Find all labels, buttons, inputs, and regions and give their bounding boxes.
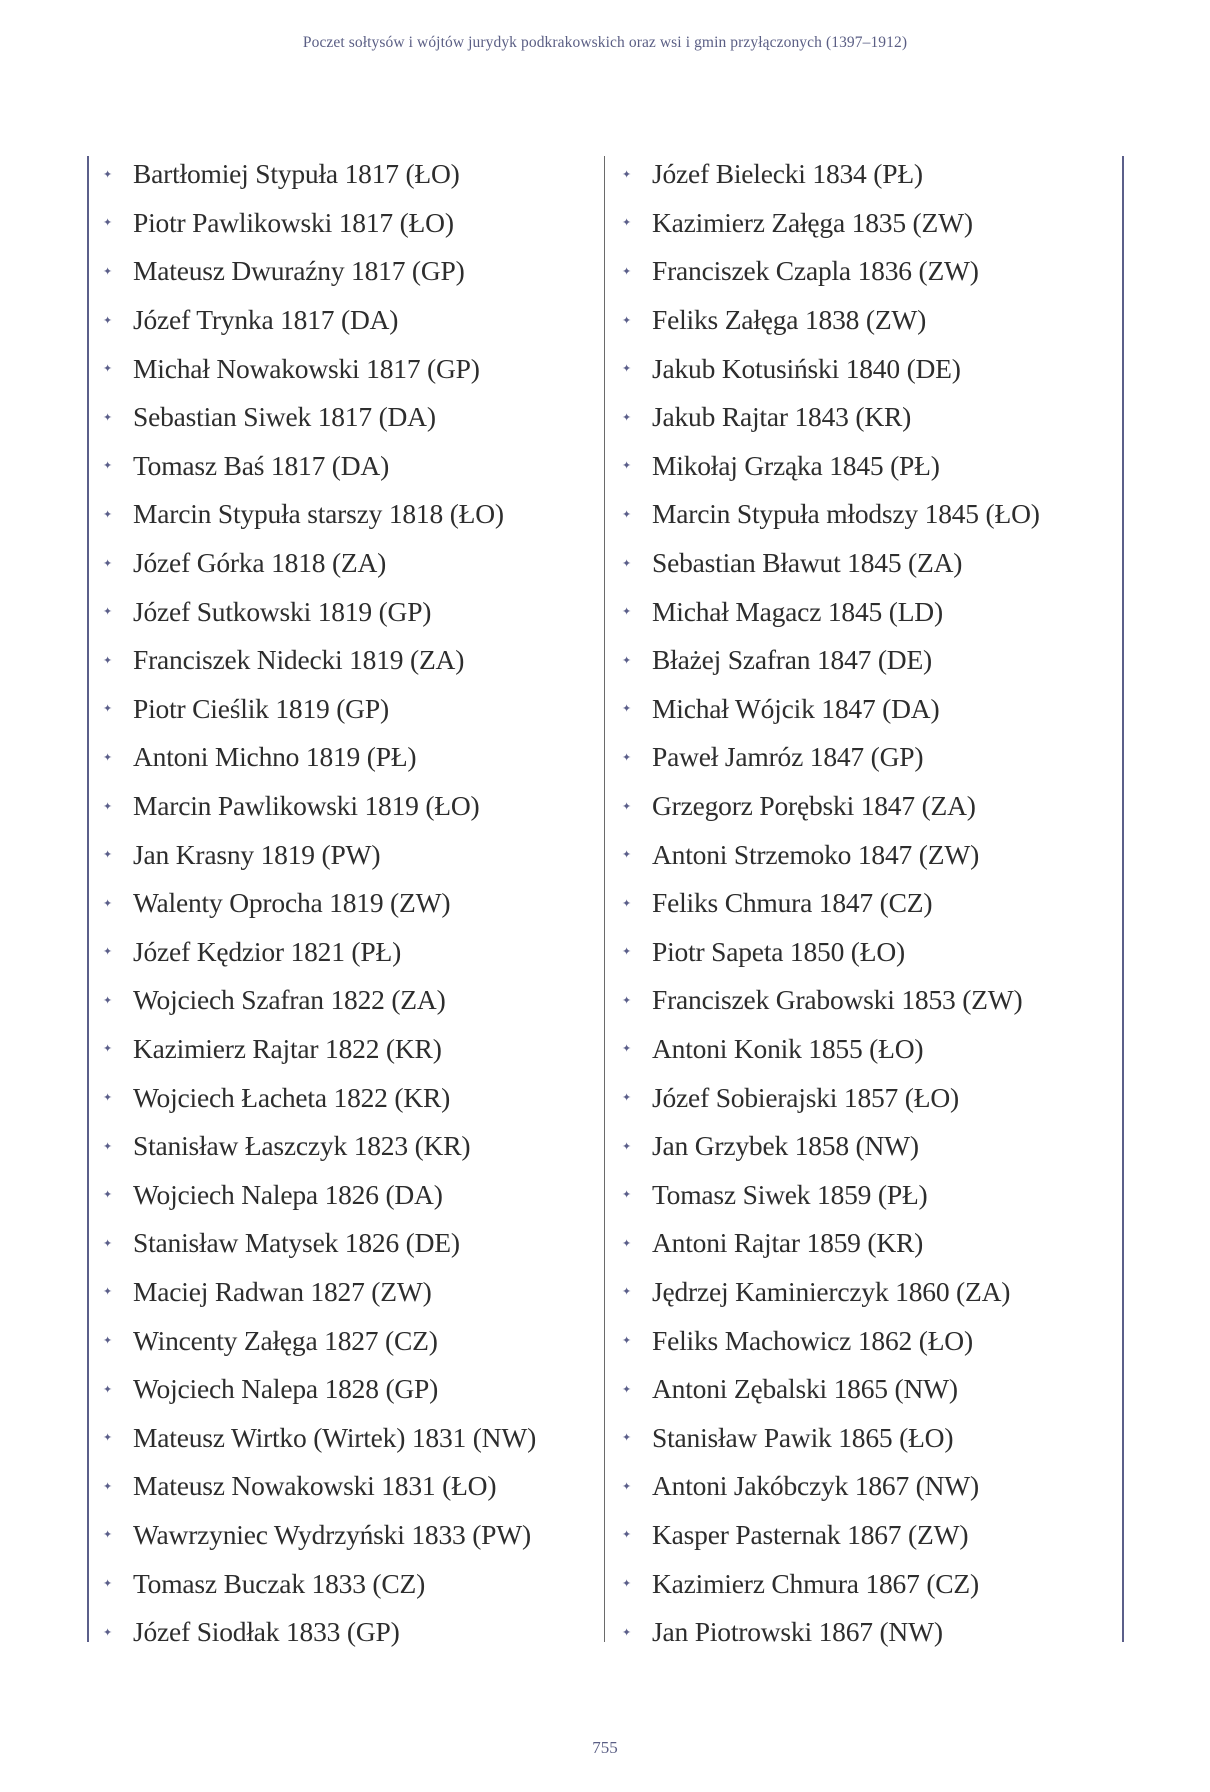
bullet-icon: ✦ [622,848,632,862]
entry-text: Wincenty Załęga 1827 (CZ) [133,1324,438,1356]
list-item [622,928,1040,977]
bullet-icon: ✦ [622,896,632,910]
entry-text: Kazimierz Załęga 1835 (ZW) [652,206,973,238]
list-item [103,1073,536,1122]
bullet-icon: ✦ [622,1091,632,1105]
entry-text: Józef Kędzior 1821 (PŁ) [133,935,402,967]
entry-text: Piotr Cieślik 1819 (GP) [133,692,389,724]
bullet-icon: ✦ [622,799,632,813]
bullet-icon: ✦ [622,945,632,959]
list-item [622,879,1040,928]
entry-text: Wojciech Szafran 1822 (ZA) [133,984,446,1016]
bullet-icon: ✦ [103,993,113,1007]
list-item [622,1559,1040,1608]
bullet-icon: ✦ [622,1528,632,1542]
list-item [103,344,536,393]
bullet-icon: ✦ [622,1236,632,1250]
list-item [622,733,1040,782]
list-item [622,490,1040,539]
entry-text: Mateusz Wirtko (Wirtek) 1831 (NW) [133,1421,537,1453]
list-item [622,976,1040,1025]
entry-text: Grzegorz Porębski 1847 (ZA) [652,790,976,822]
list-item [622,296,1040,345]
list-item [103,636,536,685]
bullet-icon: ✦ [103,1528,113,1542]
bullet-icon: ✦ [103,362,113,376]
entry-text: Franciszek Nidecki 1819 (ZA) [133,644,465,676]
list-item [103,1511,536,1560]
list-item [103,1219,536,1268]
bullet-icon: ✦ [622,1382,632,1396]
bullet-icon: ✦ [103,653,113,667]
entry-text: Jakub Kotusiński 1840 (DE) [652,352,961,384]
bullet-icon: ✦ [622,556,632,570]
entry-text: Józef Sobierajski 1857 (ŁO) [652,1081,959,1113]
list-item [622,539,1040,588]
list-item [622,1511,1040,1560]
bullet-icon: ✦ [622,1577,632,1591]
list-item [103,587,536,636]
list-item [622,1073,1040,1122]
list-item [103,393,536,442]
list-item [103,1413,536,1462]
bullet-icon: ✦ [103,1382,113,1396]
bullet-icon: ✦ [622,1139,632,1153]
entry-text: Mateusz Nowakowski 1831 (ŁO) [133,1470,497,1502]
bullet-icon: ✦ [103,848,113,862]
entry-text: Jędrzej Kaminierczyk 1860 (ZA) [652,1275,1011,1307]
bullet-icon: ✦ [103,1577,113,1591]
entry-text: Wojciech Nalepa 1828 (GP) [133,1373,439,1405]
list-item [103,1268,536,1317]
entry-text: Feliks Chmura 1847 (CZ) [652,887,933,919]
entry-text: Wawrzyniec Wydrzyński 1833 (PW) [133,1518,531,1550]
list-item [103,879,536,928]
list-item [103,150,536,199]
list-item [622,830,1040,879]
entry-text: Michał Wójcik 1847 (DA) [652,692,940,724]
list-item [622,1268,1040,1317]
bullet-icon: ✦ [103,1188,113,1202]
entry-text: Jan Piotrowski 1867 (NW) [652,1616,943,1648]
bullet-icon: ✦ [103,216,113,230]
list-item [103,685,536,734]
entry-text: Marcin Pawlikowski 1819 (ŁO) [133,790,480,822]
list-item [622,636,1040,685]
entry-text: Bartłomiej Stypuła 1817 (ŁO) [133,158,460,190]
list-item [622,782,1040,831]
list-item [103,1365,536,1414]
list-item [103,733,536,782]
list-item [103,1608,536,1657]
list-item [622,442,1040,491]
bullet-icon: ✦ [103,556,113,570]
bullet-icon: ✦ [103,702,113,716]
entry-text: Wojciech Łacheta 1822 (KR) [133,1081,451,1113]
entry-text: Antoni Michno 1819 (PŁ) [133,741,417,773]
entry-text: Feliks Załęga 1838 (ZW) [652,304,927,336]
bullet-icon: ✦ [103,1625,113,1639]
list-item [622,1365,1040,1414]
entry-text: Antoni Rajtar 1859 (KR) [652,1227,924,1259]
bullet-icon: ✦ [622,1188,632,1202]
list-item [622,344,1040,393]
bullet-icon: ✦ [622,750,632,764]
entry-text: Tomasz Siwek 1859 (PŁ) [652,1178,928,1210]
list-item [622,1170,1040,1219]
left-name-column [103,150,536,1656]
bullet-icon: ✦ [622,264,632,278]
bullet-icon: ✦ [622,653,632,667]
entry-text: Paweł Jamróz 1847 (GP) [652,741,924,773]
entry-text: Marcin Stypuła starszy 1818 (ŁO) [133,498,504,530]
bullet-icon: ✦ [103,507,113,521]
list-item [622,587,1040,636]
entry-text: Kazimierz Rajtar 1822 (KR) [133,1032,442,1064]
bullet-icon: ✦ [622,702,632,716]
entry-text: Mikołaj Grząka 1845 (PŁ) [652,449,940,481]
bullet-icon: ✦ [103,896,113,910]
bullet-icon: ✦ [622,313,632,327]
bullet-icon: ✦ [103,313,113,327]
entry-text: Józef Trynka 1817 (DA) [133,304,399,336]
list-item [622,150,1040,199]
left-column-rule [87,156,89,1642]
entry-text: Antoni Strzemoko 1847 (ZW) [652,838,980,870]
entry-text: Józef Bielecki 1834 (PŁ) [652,158,923,190]
list-item [622,199,1040,248]
list-item [622,1608,1040,1657]
list-item [622,1316,1040,1365]
list-item [103,442,536,491]
entry-text: Antoni Jakóbczyk 1867 (NW) [652,1470,980,1502]
entry-text: Maciej Radwan 1827 (ZW) [133,1275,432,1307]
entry-text: Józef Górka 1818 (ZA) [133,547,387,579]
list-item [622,685,1040,734]
bullet-icon: ✦ [103,264,113,278]
entry-text: Tomasz Buczak 1833 (CZ) [133,1567,426,1599]
list-item [103,1170,536,1219]
bullet-icon: ✦ [103,459,113,473]
entry-text: Jan Krasny 1819 (PW) [133,838,381,870]
list-item [103,199,536,248]
bullet-icon: ✦ [622,410,632,424]
entry-text: Józef Siodłak 1833 (GP) [133,1616,400,1648]
bullet-icon: ✦ [103,1334,113,1348]
list-item [103,490,536,539]
entry-text: Feliks Machowicz 1862 (ŁO) [652,1324,973,1356]
entry-text: Franciszek Grabowski 1853 (ZW) [652,984,1023,1016]
list-item [103,1025,536,1074]
entry-text: Sebastian Bławut 1845 (ZA) [652,547,963,579]
bullet-icon: ✦ [103,945,113,959]
bullet-icon: ✦ [622,1431,632,1445]
entry-text: Stanisław Matysek 1826 (DE) [133,1227,460,1259]
bullet-icon: ✦ [103,1139,113,1153]
list-item [103,1316,536,1365]
bullet-icon: ✦ [103,750,113,764]
bullet-icon: ✦ [103,605,113,619]
entry-text: Stanisław Łaszczyk 1823 (KR) [133,1130,471,1162]
list-item [103,782,536,831]
bullet-icon: ✦ [103,1479,113,1493]
entry-text: Kasper Pasternak 1867 (ZW) [652,1518,969,1550]
list-item [622,247,1040,296]
bullet-icon: ✦ [622,1479,632,1493]
entry-text: Jan Grzybek 1858 (NW) [652,1130,919,1162]
entry-text: Józef Sutkowski 1819 (GP) [133,595,432,627]
list-item [103,539,536,588]
list-item [103,1122,536,1171]
bullet-icon: ✦ [622,167,632,181]
entry-text: Tomasz Baś 1817 (DA) [133,449,390,481]
list-item [103,1462,536,1511]
entry-text: Michał Magacz 1845 (LD) [652,595,943,627]
bullet-icon: ✦ [622,605,632,619]
entry-text: Błażej Szafran 1847 (DE) [652,644,933,676]
running-header: Poczet sołtysów i wójtów jurydyk podkrakowskich oraz wsi i gmin przyłączonych (1397–1912) [302,34,908,51]
bullet-icon: ✦ [103,167,113,181]
bullet-icon: ✦ [622,216,632,230]
list-item [103,296,536,345]
bullet-icon: ✦ [103,1042,113,1056]
bullet-icon: ✦ [103,1091,113,1105]
list-item [103,1559,536,1608]
list-item [103,830,536,879]
bullet-icon: ✦ [103,410,113,424]
right-name-column [622,150,1040,1656]
page-number: 755 [592,1738,618,1757]
entry-text: Piotr Pawlikowski 1817 (ŁO) [133,206,454,238]
bullet-icon: ✦ [622,1042,632,1056]
entry-text: Antoni Zębalski 1865 (NW) [652,1373,958,1405]
entry-text: Piotr Sapeta 1850 (ŁO) [652,935,905,967]
list-item [103,976,536,1025]
entry-text: Michał Nowakowski 1817 (GP) [133,352,480,384]
entry-text: Franciszek Czapla 1836 (ZW) [652,255,979,287]
bullet-icon: ✦ [622,1334,632,1348]
entry-text: Sebastian Siwek 1817 (DA) [133,401,436,433]
bullet-icon: ✦ [622,362,632,376]
entry-text: Wojciech Nalepa 1826 (DA) [133,1178,443,1210]
bullet-icon: ✦ [622,1285,632,1299]
entry-text: Jakub Rajtar 1843 (KR) [652,401,912,433]
entry-text: Marcin Stypuła młodszy 1845 (ŁO) [652,498,1040,530]
right-column-rule [1122,156,1124,1642]
list-item [103,247,536,296]
entry-text: Walenty Oprocha 1819 (ZW) [133,887,451,919]
bullet-icon: ✦ [103,1431,113,1445]
list-item [622,1462,1040,1511]
list-item [103,928,536,977]
bullet-icon: ✦ [103,1285,113,1299]
bullet-icon: ✦ [103,1236,113,1250]
list-item [622,1413,1040,1462]
list-item [622,1219,1040,1268]
list-item [622,1025,1040,1074]
bullet-icon: ✦ [622,459,632,473]
bullet-icon: ✦ [622,507,632,521]
list-item [622,393,1040,442]
center-column-rule [604,156,605,1642]
bullet-icon: ✦ [103,799,113,813]
entry-text: Stanisław Pawik 1865 (ŁO) [652,1421,954,1453]
list-item [622,1122,1040,1171]
entry-text: Kazimierz Chmura 1867 (CZ) [652,1567,979,1599]
bullet-icon: ✦ [622,993,632,1007]
bullet-icon: ✦ [622,1625,632,1639]
entry-text: Antoni Konik 1855 (ŁO) [652,1032,924,1064]
entry-text: Mateusz Dwuraźny 1817 (GP) [133,255,465,287]
